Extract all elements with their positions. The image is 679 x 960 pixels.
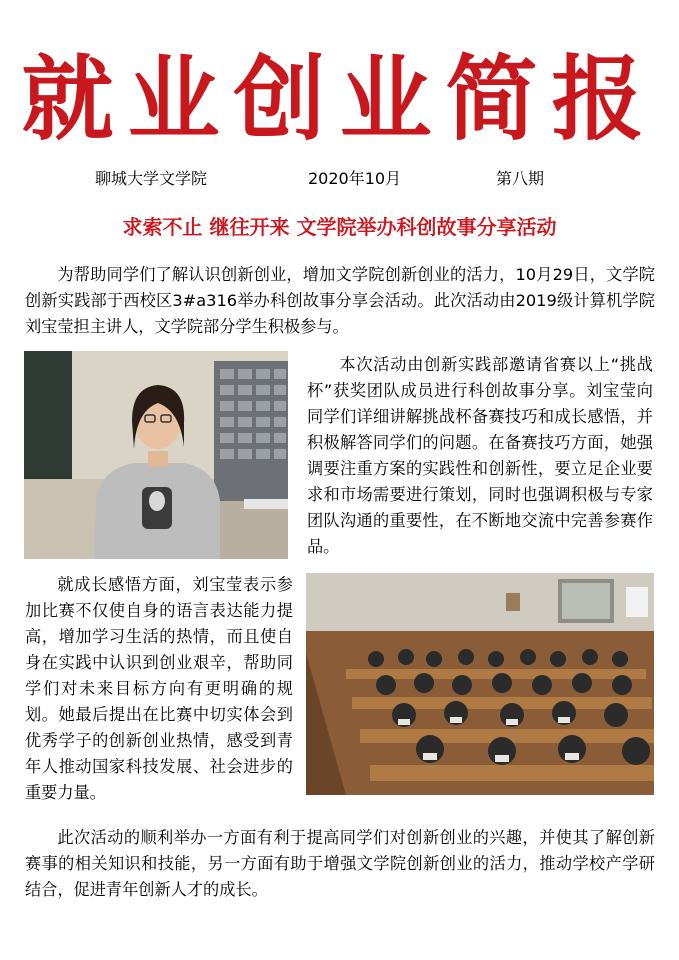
article-paragraph-activity: 本次活动由创新实践部邀请省赛以上“挑战杯”获奖团队成员进行科创故事分享。刘宝莹向同学们详细讲解挑战杯备赛技巧和成长感悟，并积极解答同学们的问题。在备赛技巧方面，她强调要注重方案的实践性和创新性，要立足企业要求和市场需要进行策划，同时也强调积极与专家团队沟通的重要性，在不断地交流中完善参赛作品。 — [307, 355, 653, 556]
audience-photo — [306, 573, 654, 795]
article-headline: 求索不止 继往开来 文学院举办科创故事分享活动 — [122, 215, 557, 239]
issue-number: 第八期 — [496, 169, 545, 188]
article-paragraph-conclusion: 此次活动的顺利举办一方面有利于提高同学们对创新创业的兴趣，并使其了解创新赛事的相关知识和技能，另一方面有助于增强文学院创新创业的活力，推动学校产学研结合，促进青年创新人才的成长。 — [25, 828, 655, 899]
issue-school: 聊城大学文学院 — [95, 169, 208, 188]
newsletter-masthead: 就业创业简报 — [21, 45, 658, 153]
issue-date: 2020年10月 — [308, 169, 402, 188]
article-paragraph-intro: 为帮助同学们了解认识创新创业，增加文学院创新创业的活力，10月29日，文学院创新实践部于西校区3#a316举办科创故事分享会活动。此次活动由2019级计算机学院刘宝莹担主讲人，文学院部分学生积极参与。 — [25, 265, 655, 336]
article-paragraph-reflection: 就成长感悟方面，刘宝莹表示参加比赛不仅使自身的语言表达能力提高，增加学习生活的热情，而且使自身在实践中认识到创业艰辛，帮助同学们对未来目标方向有更明确的规划。她最后提出在比赛中切实体会到优秀学子的创新创业热情，感受到青年人推动国家科技发展、社会进步的重要力量。 — [25, 575, 293, 802]
speaker-photo — [24, 351, 288, 559]
